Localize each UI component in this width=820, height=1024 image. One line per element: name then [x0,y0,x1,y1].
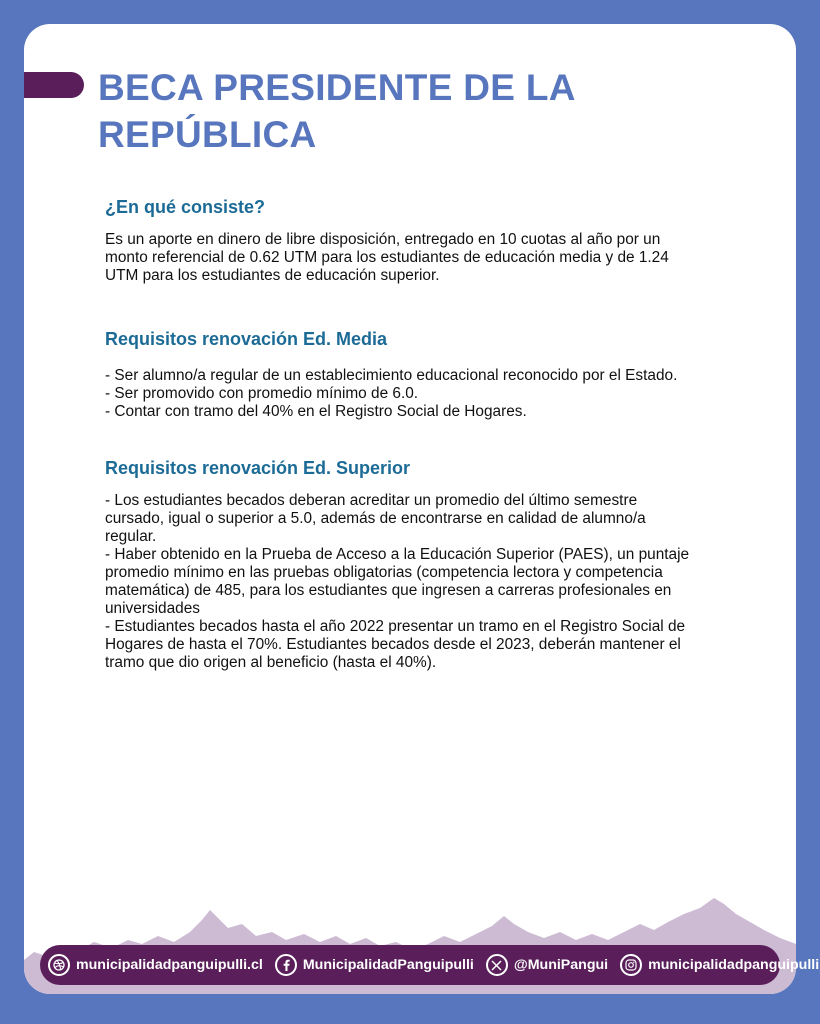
website-link[interactable] [48,954,263,976]
text-line: matemática) de 485, para los estudiantes que ingresen a carreras profesionales en [105,582,672,599]
facebook-icon [275,954,297,976]
page-title-line: BECA PRESIDENTE DE LA [98,67,576,108]
text-line: cursado, igual o superior a 5.0, además de encontrarse en calidad de alumno/a [105,510,646,527]
text-line: - Haber obtenido en la Prueba de Acceso a la Educación Superior (PAES), un puntaje [105,546,690,563]
x-label: @MuniPangui [513,957,609,973]
instagram-link[interactable] [620,954,819,976]
section-heading-media: Requisitos renovación Ed. Media [105,329,388,349]
facebook-label: MunicipalidadPanguipulli [302,957,474,973]
section-body-description [105,231,755,285]
x-link[interactable] [486,954,608,976]
text-line: UTM para los estudiantes de educación superior. [105,267,440,284]
instagram-icon [620,954,642,976]
text-line: - Ser alumno/a regular de un establecimiento educacional reconocido por el Estado. [105,367,678,384]
text-line: - Ser promovido con promedio mínimo de 6.0. [105,385,419,402]
section-body-media [105,367,755,421]
text-line: promedio mínimo en las pruebas obligatorias (competencia lectora y competencia [105,564,663,581]
text-line: tramo que dio origen al beneficio (hasta el 40%). [105,654,437,671]
instagram-label: municipalidadpanguipulli [648,957,820,973]
text-line: - Estudiantes becados hasta el año 2022 presentar un tramo en el Registro Social de [105,618,686,635]
text-line: - Los estudiantes becados deberan acreditar un promedio del último semestre [105,492,638,509]
section-body-superior [105,492,755,672]
text-line: regular. [105,528,157,545]
page-title-line: REPÚBLICA [98,114,317,155]
text-line: Hogares de hasta el 70%. Estudiantes becados desde el 2023, deberán mantener el [105,636,681,653]
website-label: municipalidadpanguipulli.cl [76,957,263,973]
text-line: Es un aporte en dinero de libre disposición, entregado en 10 cuotas al año por un [105,231,661,248]
section-heading-description: ¿En qué consiste? [105,197,266,217]
text-line: - Contar con tramo del 40% en el Registro Social de Hogares. [105,403,527,420]
content-card [24,24,796,994]
x-logo-icon [486,954,508,976]
footer-bar [40,945,820,985]
text-line: universidades [105,600,200,617]
title-accent-bar [24,72,84,98]
dribbble-globe-icon [48,954,70,976]
page-title [98,64,718,158]
facebook-link[interactable] [275,954,474,976]
section-heading-superior: Requisitos renovación Ed. Superior [105,458,411,478]
text-line: monto referencial de 0.62 UTM para los estudiantes de educación media y de 1.24 [105,249,669,266]
